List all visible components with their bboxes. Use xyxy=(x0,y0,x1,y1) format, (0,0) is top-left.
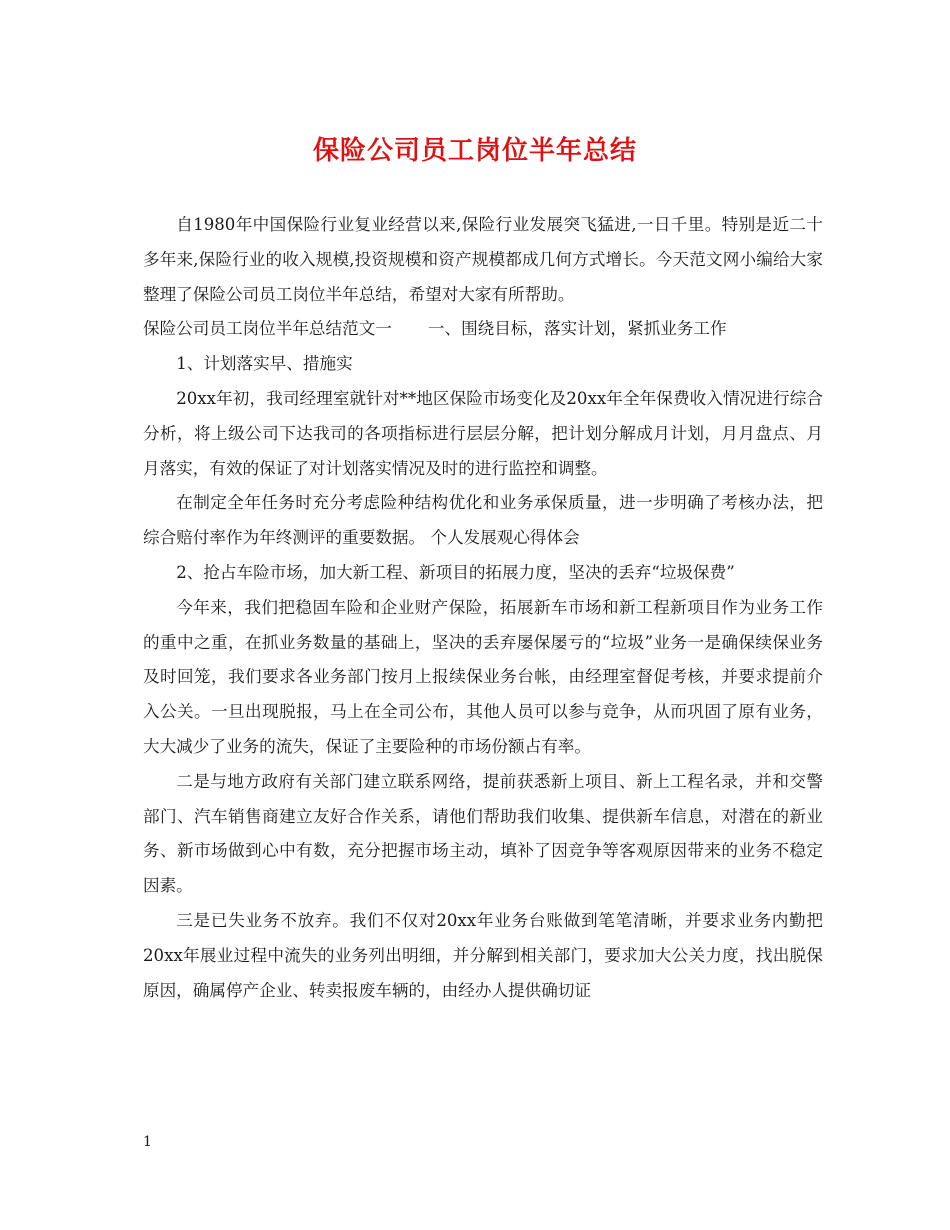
section-heading: 一、围绕目标，落实计划，紧抓业务工作 xyxy=(427,319,727,339)
paragraph-auto-insurance: 今年来，我们把稳固车险和企业财产保险，拓展新车市场和新工程新项目作为业务工作的重中之重，在抓业务数量的基础上，坚决的丢弃屡保屡亏的“垃圾”业务一是确保续保业务及时回笼，我们要求各业务部门按月上报续保业务台帐，由经理室督促考核，并要求提前介入公关。一旦出现脱报，马上在全司公布，其他人员可以参与竞争，从而巩固了原有业务，大大减少了业务的流失，保证了主要险种的市场份额占有率。 xyxy=(143,597,823,756)
paragraph-lost-business: 三是已失业务不放弃。我们不仅对20xx年业务台账做到笔笔清晰，并要求业务内勤把20xx年展业过程中流失的业务列出明细，并分解到相关部门，要求加大公关力度，找出脱保原因，确属停产企业、转卖报废车辆的，由经办人提供确切证 xyxy=(143,910,823,1000)
document-body xyxy=(143,208,823,1008)
section-doc-title: 保险公司员工岗位半年总结范文一 xyxy=(143,319,392,339)
paragraph-subheading-1: 1、计划落实早、措施实 xyxy=(176,354,353,374)
section-line xyxy=(143,312,823,347)
paragraph-subheading-2: 2、抢占车险市场，加大新工程、新项目的拓展力度，坚决的丢弃“垃圾保费” xyxy=(176,562,735,582)
page-title: 保险公司员工岗位半年总结 xyxy=(312,136,637,166)
paragraph-intro: 自1980年中国保险行业复业经营以来,保险行业发展突飞猛进,一日千里。特别是近二十多年来,保险行业的收入规模,投资规模和资产规模都成几何方式增长。今天范文网小编给大家整理了保险公司员工岗位半年总结，希望对大家有所帮助。 xyxy=(143,215,823,304)
paragraph-government: 二是与地方政府有关部门建立联系网络，提前获悉新上项目、新上工程名录，并和交警部门、汽车销售商建立友好合作关系，请他们帮助我们收集、提供新车信息，对潜在的新业务、新市场做到心中有数，充分把握市场主动，填补了因竞争等客观原因带来的业务不稳定因素。 xyxy=(143,771,823,896)
paragraph-assessment: 在制定全年任务时充分考虑险种结构优化和业务承保质量，进一步明确了考核办法，把综合赔付率作为年终测评的重要数据。 个人发展观心得体会 xyxy=(143,493,823,548)
paragraph-plan: 20xx年初，我司经理室就针对**地区保险市场变化及20xx年全年保费收入情况进行综合分析，将上级公司下达我司的各项指标进行层层分解，把计划分解成月计划，月月盘点、月月落实，有效的保证了对计划落实情况及时的进行监控和调整。 xyxy=(143,388,823,478)
page-number: 1 xyxy=(143,1134,152,1150)
